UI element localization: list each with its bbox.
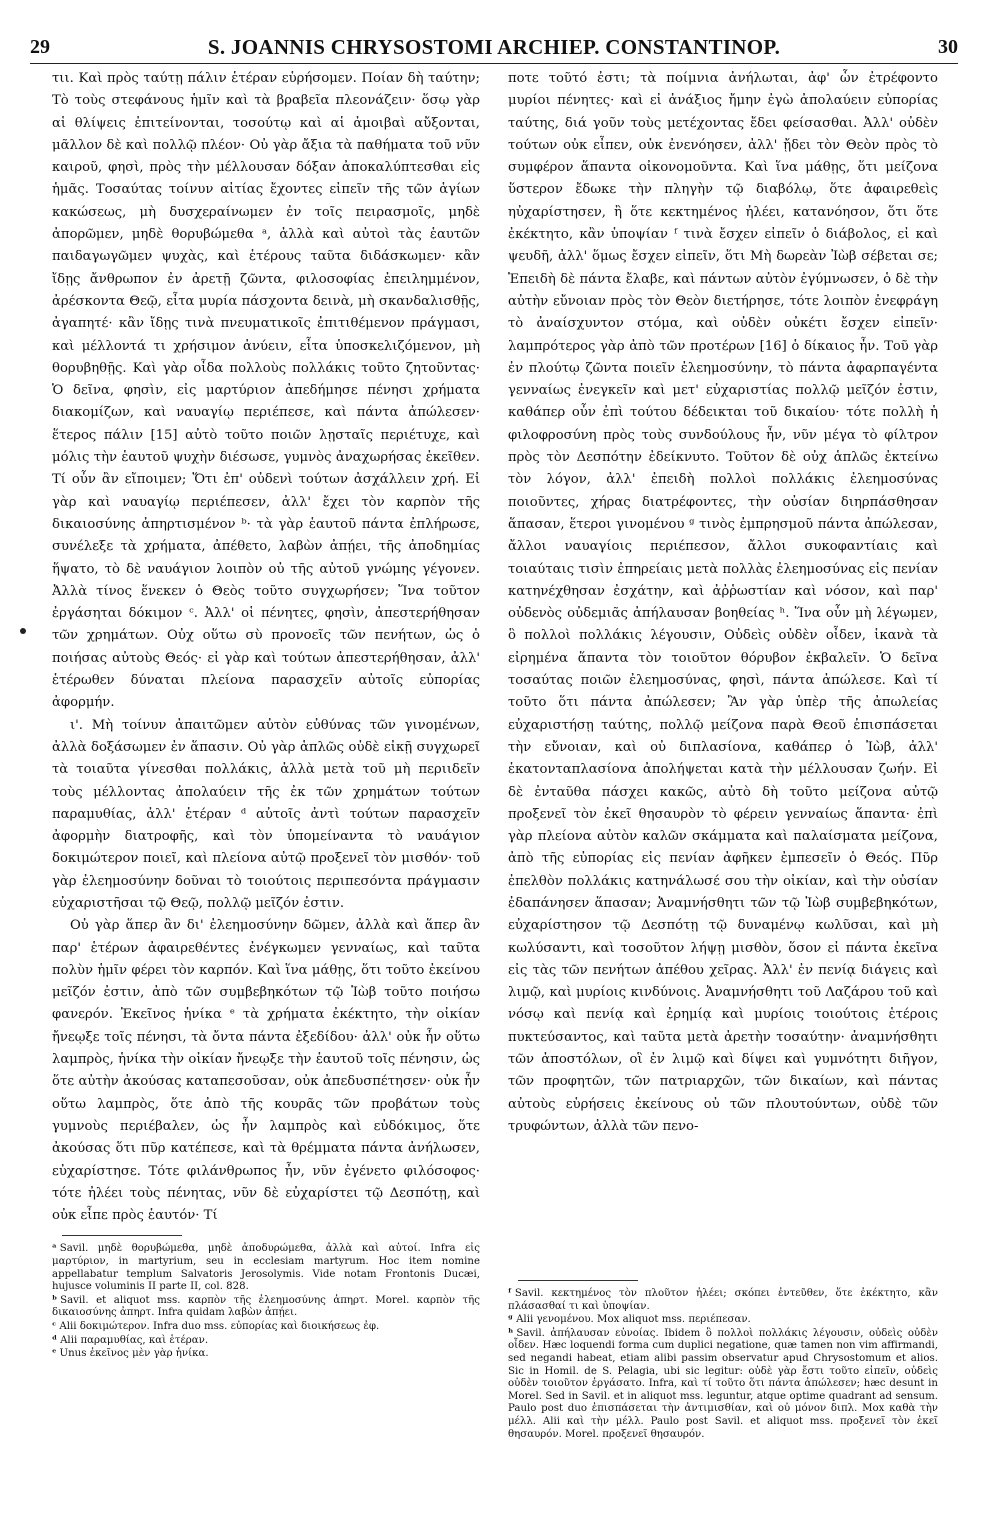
right-column: [508, 68, 938, 1441]
footnote-mark: ᶜ: [52, 1320, 57, 1332]
footnote: [52, 1294, 480, 1320]
footnote: [52, 1334, 480, 1348]
running-header: [30, 34, 958, 60]
footnote: [508, 1327, 938, 1441]
running-title: S. JOANNIS CHRYSOSTOMI ARCHIEP. CONSTANTINOP.: [207, 34, 781, 59]
right-page-number: 30: [938, 35, 958, 58]
footnote-text: Alii γενομένου. Mox aliquot mss. περιέπεσαν.: [516, 1314, 751, 1326]
footnote-mark: ᵉ: [52, 1347, 57, 1360]
footnote-text: Savil. ἀπήλαυσαν εὐνοίας. Ibidem ὃ πολλοὶ πολλάκις λέγουσιν, οὐδεὶς οὐδὲν οἶδεν. Hæc loquendi forma cum duplici negatione, quæ tamen non vim affirmandi, sed negandi habeat, etiam alibi passim observatur apud Chrysostomum et alios. Sic in Homil. de S. Pelagia, ubi sic legitur: οὐδὲ γὰρ ἔστι τοῦτο εἰπεῖν, οὐδεὶς οὐδὲν τοιοῦτον ἐργάσατο. Infra, καὶ τί τοῦτο ὅτι πάντα ἀπώλεσεν; hæc desunt in Morel. Sed in Savil. et in aliquot mss. leguntur, atque optime quadrant ad sensum. Paulo post duo ἐπισπάσεται τὴν ἀντιμισθίαν, καὶ οὐ μόνον διπλ. Mox καθὰ τὴν μέλλ. Alii καὶ τὴν μέλλ. Paulo post Savil. et aliquot mss. προξενεῖ τὸν ἐκεῖ θησαυρόν. Morel. προξενεῖ θησαυρόν.: [508, 1327, 938, 1440]
margin-mark: [20, 628, 26, 634]
footnote-mark: ʰ: [508, 1326, 514, 1339]
left-paragraph-2: ι'. Μὴ τοίνυν ἀπαιτῶμεν αὐτὸν εὐθύνας τῶν γινομένων, ἀλλὰ δοξάσωμεν ἐν ἅπασιν. Οὐ γὰρ ἁπλῶς οὐδὲ εἰκῇ συγχωρεῖ τὰ τοιαῦτα γίνεσθαι πολλάκις, ἀλλὰ μετὰ τοῦ μὴ περιιδεῖν τοὺς μέλλοντας ἀπολαύειν τῆς ἐκ τῶν χρημάτων τούτων παραμυθίας, ἀλλ' ἑτέραν ᵈ αὐτοῖς ἀντὶ τούτων παρασχεῖν ἀφορμὴν διατροφῆς, καὶ τὸν ὑπομείναντα τὸ ναυάγιον δοκιμώτερον ποιεῖ, καὶ πλείονα αὐτῷ προξενεῖ τὸν μισθόν· τοῦ γὰρ ἐλεημοσύνην δοῦναι τὸ τοιούτοις περιπεσόντα πράγμασιν εὐχαριστῆσαι τῷ Θεῷ, πολλῷ μεῖζόν ἐστιν.: [52, 717, 480, 911]
footnote-text: Unus ἐκεῖνος μὲν γὰρ ἡνίκα.: [59, 1348, 209, 1360]
footnote: [508, 1313, 938, 1327]
footnote-mark: ᶠ: [508, 1287, 512, 1299]
footnote: [52, 1347, 480, 1361]
right-body: [508, 68, 938, 1272]
footnote-text: Savil. et aliquot mss. καρπὸν τῆς ἐλεημοσύνης ἀπηρτ. Morel. καρπὸν τῆς δικαιοσύνης ἀπηρτ. Infra quidam λαβὼν ἀπῄει.: [52, 1294, 480, 1319]
footnote-rule: [518, 1280, 638, 1281]
footnote-text: Alii παραμυθίας, καὶ ἑτέραν.: [60, 1334, 209, 1346]
left-page-number: 29: [30, 35, 50, 58]
header-rule: [30, 63, 958, 64]
footnote: [508, 1287, 938, 1313]
right-paragraph-1: ποτε τοῦτό ἐστι; τὰ ποίμνια ἀνήλωται, ἀφ' ὧν ἐτρέφοντο μυρίοι πένητες· καὶ εἰ ἀνάξιος ἤμην ἐγὼ ἀπολαύειν εὐπορίας ταύτης, διά γοῦν τοὺς μετέχοντας ἔδει φείσασθαι. Ἀλλ' οὐδὲν τούτων οὐκ εἶπεν, οὐκ ἐνενόησεν, ἀλλ' ᾔδει τὸν Θεὸν πρὸς τὸ συμφέρον ἅπαντα οἰκονομοῦντα. Καὶ ἵνα μάθῃς, ὅτι μείζονα ὕστερον ἔδωκε τὴν πληγὴν τῷ διαβόλῳ, ὅτε ἀφαιρεθεὶς ηὐχαρίστησεν, ἢ ὅτε κεκτημένος ἠλέει, κατανόησον, ὅτι ὅτε ἐκέκτητο, κἂν ὑποψίαν ᶠ τινὰ ἔσχεν εἰπεῖν ὁ διάβολος, εἰ καὶ ψευδῆ, ἀλλ' ὅμως ἔσχεν εἰπεῖν, ὅτι Μὴ δωρεὰν Ἰὼβ σέβεται σε; Ἐπειδὴ δὲ πάντα ἔλαβε, καὶ πάντων αὐτὸν ἐγύμνωσεν, ὁ δὲ τὴν αὐτὴν εὔνοιαν πρὸς τὸν Θεὸν διετήρησε, τότε λοιπὸν ἐνεφράγη τὸ ἀναίσχυντον στόμα, καὶ οὐδὲν οὐκέτι ἔσχεν εἰπεῖν· λαμπρότερος γὰρ ἀπὸ τῶν προτέρων [16] ὁ δίκαιος ἦν. Τοῦ γὰρ ἐν πλούτῳ ζῶντα ποιεῖν ἐλεημοσύνην, τὸ πάντα ἀφαρπαγέντα γενναίως ἐνεγκεῖν καὶ μετ' εὐχαριστίας πολλῷ μεῖζόν ἐστιν, καθάπερ οὖν ἐπὶ τούτου δέδεικται τοῦ δικαίου· τότε πολλὴ ἡ φιλοφροσύνη πρὸς τοὺς συνδούλους ἦν, νῦν μέγα τὸ φίλτρον πρὸς τὸν Δεσπότην ἐδείκνυτο. Τοῦτον δὲ οὐχ ἁπλῶς ἐκτείνω τὸν λόγον, ἀλλ' ἐπειδὴ πολλοὶ πολλάκις ἐλεημοσύνας ποιοῦντες, χήρας διατρέφοντες, τὴν οὐσίαν διηρπάσθησαν ἅπασαν, ἕτεροι γινομένου ᵍ τινὸς ἐμπρησμοῦ πάντα ἀπώλεσαν, ἄλλοι ναυαγίοις περιέπεσον, ἄλλοι συκοφαντίαις καὶ τοιαύταις τισὶν ἐπηρείαις μετὰ πολλὰς ἐλεημοσύνας εἰς πενίαν κατηνέχθησαν ἐσχάτην, καὶ ἀῤῥωστίαν καὶ νόσον, καὶ παρ' οὐδενὸς οὐδεμιᾶς ἀπήλαυσαν βοηθείας ʰ. Ἵνα οὖν μὴ λέγωμεν, ὃ πολλοὶ πολλάκις λέγουσιν, Οὐδεὶς οὐδὲν οἶδεν, ἱκανὰ τὰ εἰρημένα ἅπαντα τὸν τοιοῦτον θόρυβον ἐκβαλεῖν. Ὁ δεῖνα τοσαύτας ποιῶν ἐλεημοσύνας, φησὶ, πάντα ἀπώλεσε. Καὶ τί τοῦτο ὅτι πάντα ἀπώλεσεν; Ἂν γὰρ ὑπὲρ τῆς ἀπωλείας εὐχαριστήσῃ ταύτης, πολλῷ μείζονα παρὰ Θεοῦ ἐπισπάσεται τὴν εὔνοιαν, καὶ οὐ διπλασίονα, καθάπερ ὁ Ἰὼβ, ἀλλ' ἑκατονταπλασίονα ἀπολήψεται κατὰ τὴν μέλλουσαν ζωήν. Εἰ δὲ ἐνταῦθα πάσχει κακῶς, αὐτὸ δὴ τοῦτο μείζονα αὐτῷ προξενεῖ τὸν ἐκεῖ θησαυρὸν τὸ φέρειν γενναίως ἅπαντα· ἐπὶ γὰρ πλείονα αὐτὸν καλῶν σκάμματα καὶ παλαίσματα μείζονα, ἀπὸ τῆς εὐπορίας εἰς πενίαν ἀφῆκεν ἐμπεσεῖν ὁ Θεός. Πῦρ ἐπελθὸν πολλάκις κατηνάλωσέ σου τὴν οἰκίαν, καὶ τὴν οὐσίαν ἐδαπάνησεν ἅπασαν; Ἀναμνήσθητι τῶν τῷ Ἰὼβ συμβεβηκότων, εὐχαρίστησον τῷ Δεσπότῃ τῷ δυναμένῳ κωλῦσαι, καὶ μὴ κωλύσαντι, καὶ τοσοῦτον λήψῃ μισθὸν, ὅσον εἰ πάντα ἐκεῖνα εἰς τὰς τῶν πενήτων ἀπέθου χεῖρας. Ἀλλ' ἐν πενίᾳ διάγεις καὶ λιμῷ, καὶ μυρίοις κινδύνοις. Ἀναμνήσθητι τοῦ Λαζάρου τοῦ καὶ νόσῳ καὶ πενίᾳ καὶ ἐρημίᾳ καὶ μυρίοις τοιούτοις ἑτέροις πυκτεύσαντος, καὶ ταῦτα μετὰ ἀρετὴν τοσαύτην· ἀναμνήσθητι τῶν ἀποστόλων, οἳ ἐν λιμῷ καὶ δίψει καὶ γυμνότητι διῆγον, τῶν προφητῶν, τῶν πατριαρχῶν, τῶν δικαίων, καὶ πάντας αὐτοὺς εὑρήσεις ἐκείνους οὐ τῶν πλουτούντων, οὐδὲ τῶν τρυφώντων, ἀλλὰ τῶν πενο-: [508, 71, 938, 1134]
left-paragraph-1: τιι. Καὶ πρὸς ταύτῃ πάλιν ἑτέραν εὑρήσομεν. Ποίαν δὴ ταύτην; Τὸ τοὺς στεφάνους ἡμῖν καὶ τὰ βραβεῖα πλεονάζειν· ὅσῳ γὰρ αἱ θλίψεις ἐπιτείνονται, τοσούτῳ καὶ αἱ ἀμοιβαὶ αὔξονται, μᾶλλον δὲ καὶ πολλῷ πλέον· Οὐ γὰρ ἄξια τὰ παθήματα τοῦ νῦν καιροῦ, φησὶ, πρὸς τὴν μέλλουσαν δόξαν ἀποκαλύπτεσθαι εἰς ἡμᾶς. Τοσαύτας τοίνυν αἰτίας ἔχοντες εἰπεῖν τῆς τῶν ἁγίων κακώσεως, μὴ δυσχεραίνωμεν ἐν τοῖς πειρασμοῖς, μηδὲ ἀπορῶμεν, μηδὲ θορυβώμεθα ᵃ, ἀλλὰ καὶ αὐτοὶ τὰς ἑαυτῶν παιδαγωγῶμεν ψυχὰς, καὶ ἑτέρους ταῦτα διδάσκωμεν· κἂν ἴδῃς ἄνθρωπον ἐν ἀρετῇ ζῶντα, φιλοσοφίας ἐπειλημμένον, ἀρέσκοντα Θεῷ, εἶτα μυρία πάσχοντα δεινὰ, μὴ σκανδαλισθῇς, ἀγαπητέ· κἂν ἴδῃς τινὰ πνευματικοῖς ἐπιτιθέμενον πράγμασι, καὶ μέλλοντά τι χρήσιμον ἀνύειν, εἶτα ὑποσκελιζόμενον, μὴ θορυβηθῇς. Καὶ γὰρ οἶδα πολλοὺς πολλάκις τοῦτο ζητοῦντας· Ὁ δεῖνα, φησὶν, εἰς μαρτύριον ἀπεδήμησε πένησι χρήματα διακομίζων, καὶ ναυαγίῳ περιέπεσε, καὶ πάντα ἀπώλεσεν· ἕτερος πάλιν [15] αὐτὸ τοῦτο ποιῶν λῃσταῖς περιέτυχε, καὶ μόλις τὴν ἑαυτοῦ ψυχὴν διέσωσε, γυμνὸς ἀναχωρήσας ἐκεῖθεν. Τί οὖν ἂν εἴποιμεν; Ὅτι ἐπ' οὐδενὶ τούτων ἀσχάλλειν χρή. Εἰ γὰρ καὶ ναυαγίῳ περιέπεσεν, ἀλλ' ἔχει τὸν καρπὸν τῆς δικαιοσύνης ἀπηρτισμένον ᵇ· τὰ γὰρ ἑαυτοῦ πάντα ἐπλήρωσε, συνέλεξε τὰ χρήματα, ἀπέθετο, λαβὼν ἀπῄει, τῆς ἀποδημίας ἥψατο, τὸ δὲ ναυάγιον λοιπὸν οὐ τῆς αὐτοῦ γνώμης γέγονεν. Ἀλλὰ τίνος ἕνεκεν ὁ Θεὸς τοῦτο συγχωρήσεν; Ἵνα τοῦτον ἐργάσηται δόκιμον ᶜ. Ἀλλ' οἱ πένητες, φησὶν, ἀπεστερήθησαν τῶν χρημάτων. Οὐχ οὕτω σὺ προνοεῖς τῶν πενήτων, ὡς ὁ ποιήσας αὐτοὺς Θεός· εἰ γὰρ καὶ τούτων ἀπεστερήθησαν, ἀλλ' ἑτέρωθεν δύναται πλείονα παρασχεῖν αὐτοῖς εὐπορίας ἀφορμήν.: [52, 71, 480, 711]
left-column: [52, 68, 480, 1361]
footnote-text: Alii δοκιμώτερον. Infra duo mss. εὐπορίας καὶ διοικήσεως ἐφ.: [59, 1321, 380, 1332]
left-paragraph-3: Οὐ γὰρ ἅπερ ἂν δι' ἐλεημοσύνην δῶμεν, ἀλλὰ καὶ ἅπερ ἂν παρ' ἑτέρων ἀφαιρεθέντες ἐνέγκωμεν γενναίως, καὶ ταῦτα πολὺν ἡμῖν φέρει τὸν καρπόν. Καὶ ἵνα μάθῃς, ὅτι τοῦτο ἐκείνου μεῖζόν ἐστιν, ἀπὸ τῶν συμβεβηκότων τῷ Ἰὼβ τοῦτο ποιήσω φανερόν. Ἐκεῖνος ἡνίκα ᵉ τὰ χρήματα ἐκέκτητο, τὴν οἰκίαν ἤνεῳξε τοῖς πένησι, τὰ ὄντα πάντα ἐξεδίδου· ἀλλ' οὐκ ἦν οὕτω λαμπρὸς, ἡνίκα τὴν οἰκίαν ἤνεῳξε τὴν ἑαυτοῦ τοῖς πένησιν, ὡς ὅτε αὐτὴν ἀκούσας καταπεσοῦσαν, οὐκ ἀπεδυσπέτησεν· οὐκ ἦν οὕτω λαμπρὸς, ὅτε ἀπὸ τῆς κουρᾶς τῶν προβάτων τοὺς γυμνοὺς περιέβαλεν, ὡς ἦν λαμπρὸς καὶ εὐδόκιμος, ὅτε ἀκούσας ὅτι πῦρ κατέπεσε, καὶ τὰ θρέμματα πάντα ἀνήλωσεν, εὐχαρίστησε. Τότε φιλάνθρωπος ἦν, νῦν ἐγένετο φιλόσοφος· τότε ἠλέει τοὺς πένητας, νῦν δὲ εὐχαρίστει τῷ Δεσπότῃ, καὶ οὐκ εἶπε πρὸς ἑαυτόν· Τί: [52, 918, 480, 1224]
footnote-rule: [62, 1235, 182, 1236]
footnote-mark: ᵇ: [52, 1293, 58, 1306]
footnote-mark: ᵍ: [508, 1313, 514, 1326]
footnote-text: Savil. κεκτημένος τὸν πλοῦτον ἠλέει; σκόπει ἐντεῦθεν, ὅτε ἐκέκτητο, κἂν πλάσασθαί τι καὶ ὑποψίαν.: [508, 1288, 938, 1312]
footnote: [52, 1320, 480, 1334]
footnote-mark: ᵈ: [52, 1333, 58, 1346]
footnote-text: Savil. μηδὲ θορυβώμεθα, μηδὲ ἀποδυρώμεθα, ἀλλὰ καὶ αὐτοί. Infra εἰς μαρτύριον, in martyrium, seu in ecclesiam martyrum. Hoc item nomine appellabatur templum Salvatoris Jerosolymis. Vide notam Frontonis Ducæi, hujusce voluminis II parte II, col. 828.: [52, 1243, 480, 1293]
footnote: [52, 1242, 480, 1293]
footnote-mark: ᵃ: [52, 1242, 57, 1255]
